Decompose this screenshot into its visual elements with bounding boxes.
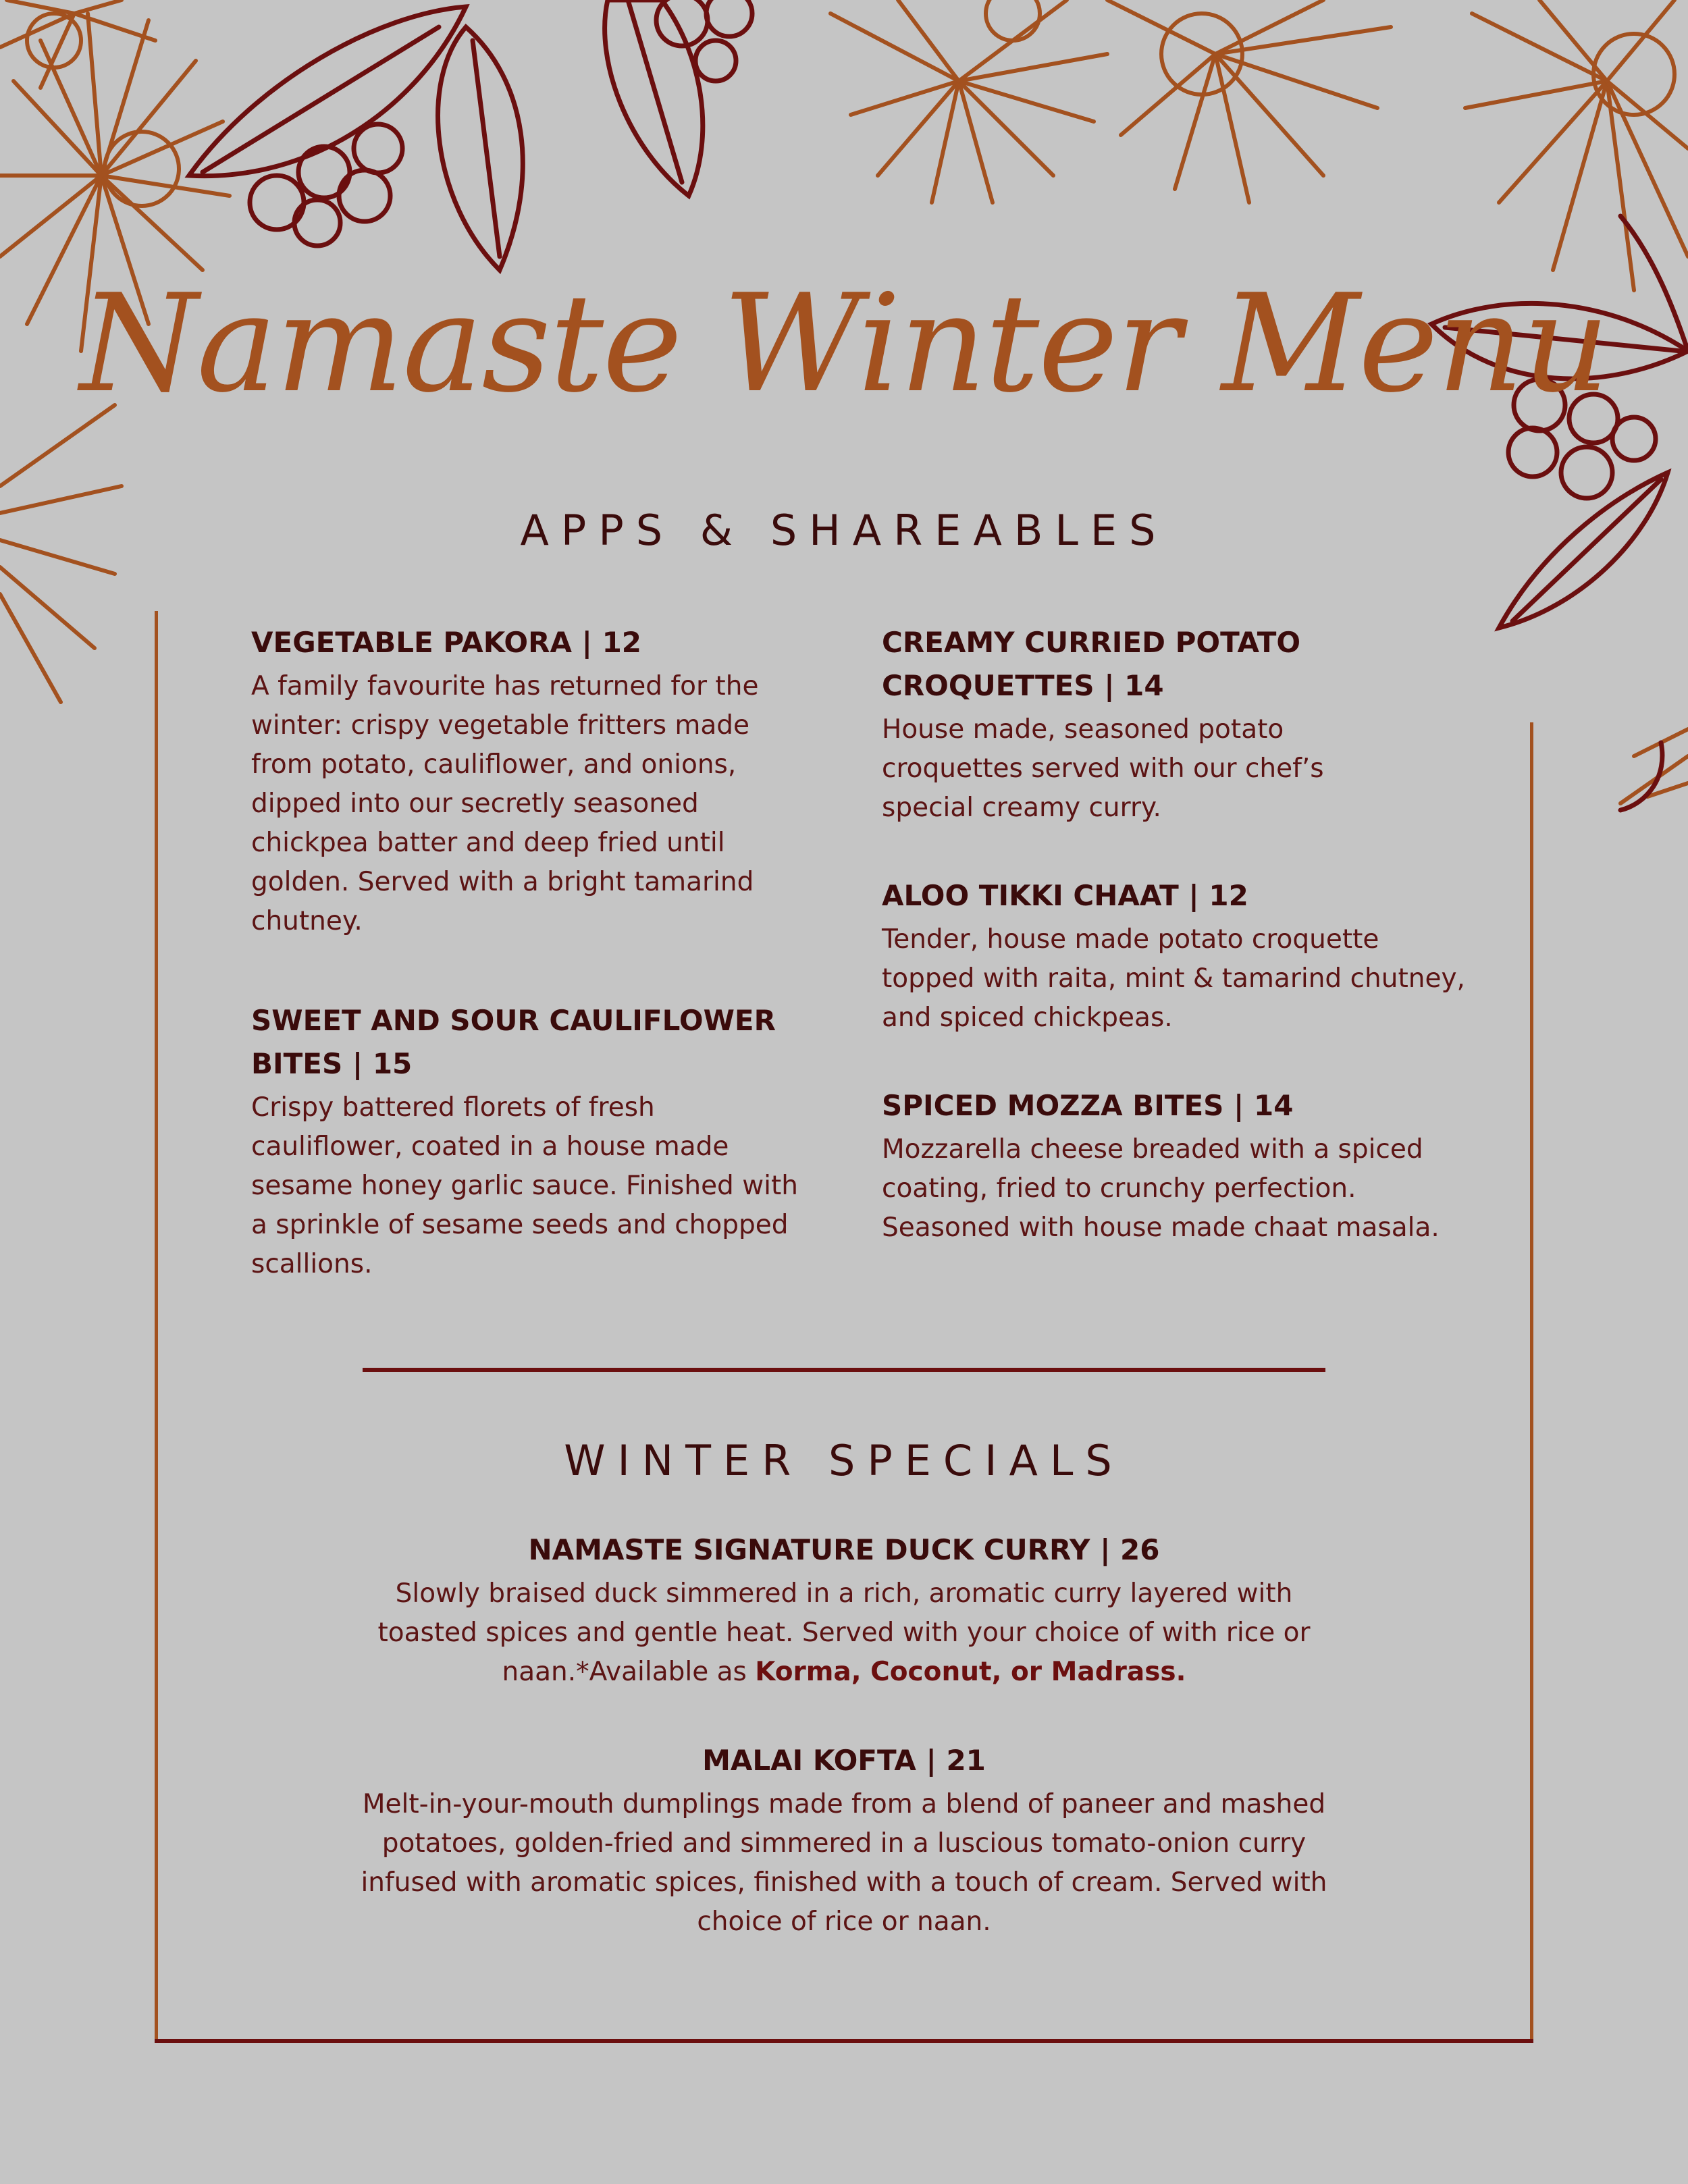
menu-item-description: House made, seasoned potato croquettes served with our chef’s special creamy curry. <box>882 714 1324 823</box>
menu-item <box>351 1739 1337 1942</box>
menu-item <box>882 1084 1476 1248</box>
menu-item-name: ALOO TIKKI CHAAT | 12 <box>882 879 1248 912</box>
pine-branch-icon <box>830 0 1107 203</box>
menu-title: Namaste Winter Menu <box>80 265 1608 423</box>
berry-cluster-icon <box>656 0 752 81</box>
menu-item <box>251 621 818 941</box>
menu-item-name: NAMASTE SIGNATURE DUCK CURRY | 26 <box>528 1533 1160 1566</box>
menu-item-description: Mozzarella cheese breaded with a spiced coating, fried to crunchy perfection. Seasoned with house made chaat masala. <box>882 1134 1440 1243</box>
menu-item-description: Crispy battered florets of fresh cauliflower, coated in a house made sesame honey garlic sauce. Finished with a sprinkle of sesame seeds and chopped scallions. <box>251 1092 798 1279</box>
menu-item <box>251 999 798 1284</box>
menu-item-name: VEGETABLE PAKORA | 12 <box>251 626 642 659</box>
menu-item-description-text: Slowly braised duck simmered in a rich, aromatic curry layered with toasted spices and gentle heat. Served with your choice of with rice or naan.*Available as <box>377 1578 1311 1687</box>
section-title-specials: WINTER SPECIALS <box>564 1436 1124 1485</box>
menu-item-description: Melt-in-your-mouth dumplings made from a blend of paneer and mashed potatoes, golden-fried and simmered in a luscious tomato-onion curry infused with aromatic spices, finished with a touch of cream. Served with choice of rice or naan. <box>361 1789 1327 1937</box>
menu-item-name: SWEET AND SOUR CAULIFLOWER BITES | 15 <box>251 1004 776 1080</box>
menu-item <box>351 1528 1337 1692</box>
holly-leaf-icon <box>605 0 703 196</box>
menu-item-description <box>351 1574 1337 1692</box>
menu-item-description: A family favourite has returned for the winter: crispy vegetable fritters made from potato, cauliflower, and onions, dipped into our secretly seasoned chickpea batter and deep fried until golden. Served with a bright tamarind chutney. <box>251 671 759 936</box>
pine-branch-icon <box>1107 0 1391 203</box>
section-title-apps: APPS & SHAREABLES <box>520 506 1168 555</box>
menu-item-name: SPICED MOZZA BITES | 14 <box>882 1089 1294 1122</box>
holly-leaf-icon <box>189 7 523 270</box>
frame-right-line <box>1530 722 1533 2042</box>
curry-options-highlight: Korma, Coconut, or Madrass. <box>755 1657 1186 1687</box>
section-divider <box>363 1368 1325 1372</box>
berry-cluster-icon <box>250 124 402 246</box>
menu-item-name: CREAMY CURRIED POTATO CROQUETTES | 14 <box>882 626 1301 702</box>
menu-item <box>882 621 1408 828</box>
frame-left-line <box>155 611 158 2042</box>
frame-bottom-line <box>155 2039 1533 2043</box>
menu-item <box>882 874 1476 1038</box>
menu-item-name: MALAI KOFTA | 21 <box>702 1744 986 1777</box>
menu-item-description: Tender, house made potato croquette topped with raita, mint & tamarind chutney, and spiced chickpeas. <box>882 924 1465 1033</box>
pine-branch-icon <box>1465 0 1688 290</box>
